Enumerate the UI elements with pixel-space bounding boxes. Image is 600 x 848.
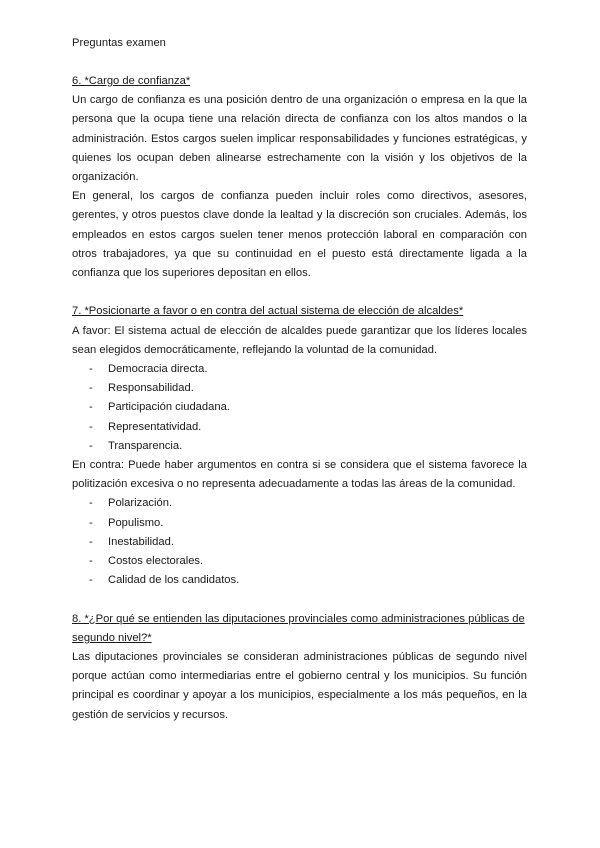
- dash-bullet: -: [89, 516, 93, 529]
- section-8-heading: 8. *¿Por qué se entienden las diputaciones provinciales como administraciones públicas de segundo nivel?*: [72, 612, 525, 644]
- list-item-text: Transparencia.: [108, 439, 183, 452]
- dash-bullet: -: [89, 439, 93, 452]
- section-spacer: [72, 283, 527, 302]
- list-item-text: Responsabilidad.: [108, 382, 194, 395]
- list-item: [72, 398, 527, 417]
- dash-bullet: -: [89, 574, 93, 587]
- list-item-text: Inestabilidad.: [108, 535, 174, 548]
- list-item-text: Participación ciudadana.: [108, 401, 230, 414]
- list-item-text: Representatividad.: [108, 420, 202, 433]
- dash-bullet: -: [89, 555, 93, 568]
- dash-bullet: -: [89, 535, 93, 548]
- list-item: [72, 494, 527, 513]
- list-item-text: Calidad de los candidatos.: [108, 574, 240, 587]
- section-6-heading: 6. *Cargo de confianza*: [72, 75, 191, 87]
- list-item-text: Polarización.: [108, 497, 173, 510]
- list-item: [72, 360, 527, 379]
- dash-bullet: -: [89, 382, 93, 395]
- section-spacer: [72, 590, 527, 609]
- document-page: [72, 34, 527, 725]
- list-item: [72, 571, 527, 590]
- list-item: [72, 418, 527, 437]
- section-7-favor-text: A favor: El sistema actual de elección de alcaldes puede garantizar que los líderes locales sean elegidos democráticamente, reflejando la voluntad de la comunidad.: [72, 324, 527, 356]
- section-6-paragraph-2: En general, los cargos de confianza pueden incluir roles como directivos, asesores, gerentes, y otros puestos clave donde la lealtad y la discreción son cruciales. Además, los empleados en estos cargos suelen tener menos protección laboral en comparación con otros trabajadores, ya que su continuidad en el puesto está directamente ligada a la confianza que los superiores depositan en ellos.: [72, 190, 527, 280]
- dash-bullet: -: [89, 401, 93, 414]
- section-7-heading: 7. *Posicionarte a favor o en contra del actual sistema de elección de alcaldes*: [72, 305, 464, 318]
- list-item: [72, 379, 527, 398]
- section-6-paragraph-1: Un cargo de confianza es una posición dentro de una organización o empresa en la que la persona que la ocupa tiene una relación directa de confianza con los altos mandos o la administración. Estos cargos suelen implicar responsabilidades y funciones estratégicas, y quienes los ocupan deben alinearse estrechamente con la visión y los objetivos de la organización.: [72, 94, 527, 184]
- dash-bullet: -: [89, 420, 93, 433]
- dash-bullet: -: [89, 363, 93, 376]
- list-item-text: Populismo.: [108, 516, 164, 529]
- list-item-text: Costos electorales.: [108, 555, 204, 568]
- list-item: [72, 514, 527, 533]
- list-item-text: Democracia directa.: [108, 363, 208, 376]
- list-item: [72, 552, 527, 571]
- document-header: Preguntas examen: [72, 37, 166, 49]
- contra-list: [72, 494, 527, 590]
- list-item: [72, 533, 527, 552]
- favor-list: [72, 360, 527, 456]
- section-7-contra-text: En contra: Puede haber argumentos en contra si se considera que el sistema favorece la politización excesiva o no representa adecuadamente a todas las áreas de la comunidad.: [72, 459, 527, 491]
- list-item: [72, 437, 527, 456]
- section-8-paragraph-1: Las diputaciones provinciales se consideran administraciones públicas de segundo nivel porque actúan como intermediarias entre el gobierno central y los municipios. Su función principal es coordinar y apoyar a los municipios, especialmente a los más pequeños, en la gestión de servicios y recursos.: [72, 651, 527, 721]
- dash-bullet: -: [89, 497, 93, 510]
